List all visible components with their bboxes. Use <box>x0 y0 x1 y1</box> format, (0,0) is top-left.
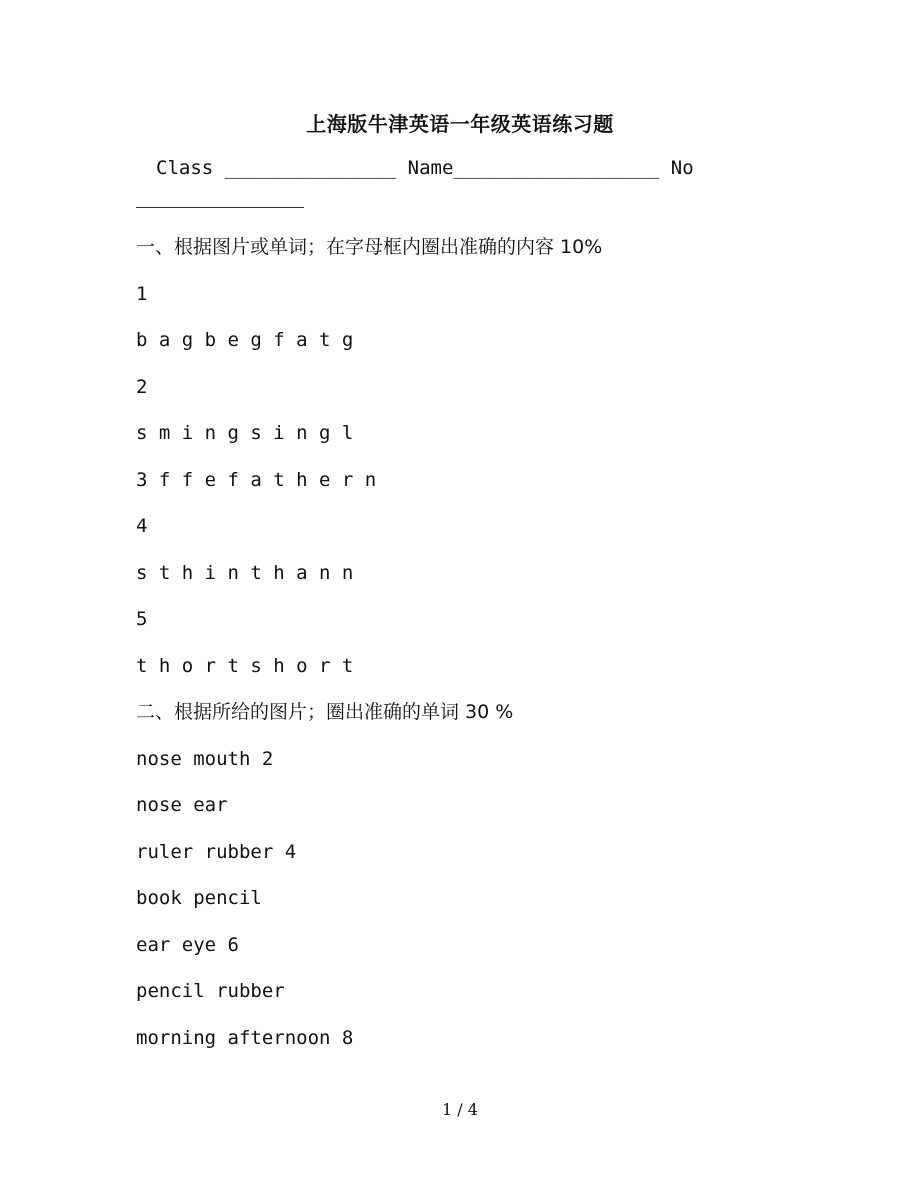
letter-grid: s t h i n t h a n n <box>136 561 354 584</box>
letter-grid: 3 f f e f a t h e r n <box>136 468 377 491</box>
section-heading: 一、根据图片或单词；在字母框内圈出准确的内容 10% <box>136 236 603 258</box>
word-choice: book pencil <box>136 887 262 909</box>
class-name-no-line: Class _______________ Name__________________ No <box>156 157 694 179</box>
exercise-lines <box>136 234 602 1071</box>
question-number: 4 <box>136 515 148 537</box>
question-number: 1 <box>136 282 148 305</box>
section-heading: 二、根据所给的图片；圈出准确的单词 30 % <box>136 701 514 723</box>
letter-grid: t h o r t s h o r t <box>136 654 354 677</box>
word-choice: morning afternoon 8 <box>136 1026 354 1049</box>
page-number: 1 / 4 <box>442 1100 478 1119</box>
question-number: 2 <box>136 375 148 398</box>
word-choice: nose ear <box>136 794 228 816</box>
no-blank-underline <box>136 207 304 208</box>
letter-grid: s m i n g s i n g l <box>136 422 354 444</box>
word-choice: ruler rubber 4 <box>136 840 297 863</box>
word-choice: nose mouth 2 <box>136 747 274 770</box>
question-number: 5 <box>136 608 148 630</box>
word-choice: pencil rubber <box>136 980 285 1002</box>
page-title: 上海版牛津英语一年级英语练习题 <box>306 112 614 136</box>
word-choice: ear eye 6 <box>136 933 239 956</box>
letter-grid: b a g b e g f a t g <box>136 329 354 351</box>
